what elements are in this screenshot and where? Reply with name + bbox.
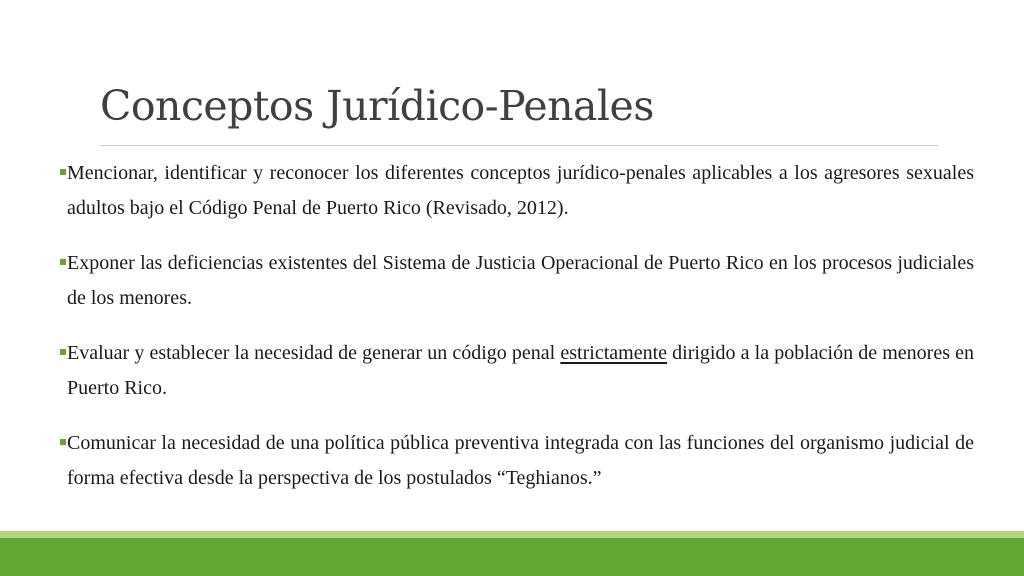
square-bullet-icon — [60, 259, 66, 265]
bullet-item — [60, 246, 974, 316]
bullet-text-after: dirigido a la población de menores en Puerto Rico. — [67, 342, 975, 399]
bullet-item — [60, 156, 974, 226]
square-bullet-icon — [60, 169, 66, 175]
title-divider — [100, 145, 938, 146]
bullet-item — [60, 336, 974, 406]
slide-title: Conceptos Jurídico-Penales — [100, 82, 654, 130]
underlined-word: estrictamente — [560, 342, 668, 364]
bullet-text: Exponer las deficiencias existentes del Sistema de Justicia Operacional de Puerto Rico en los procesos judiciales de los menores. — [67, 252, 974, 309]
bullet-list — [60, 156, 974, 516]
square-bullet-icon — [60, 439, 66, 445]
footer-accent-bar — [0, 538, 1024, 576]
bullet-item — [60, 426, 974, 496]
bullet-text: Mencionar, identificar y reconocer los diferentes conceptos jurídico-penales aplicables a los agresores sexuales adultos bajo el Código Penal de Puerto Rico (Revisado, 2012). — [67, 162, 974, 219]
bullet-text: Comunicar la necesidad de una política pública preventiva integrada con las funciones del organismo judicial de forma efectiva desde la perspectiva de los postulados “Teghianos.” — [67, 432, 974, 489]
square-bullet-icon — [60, 349, 66, 355]
footer-accent-light — [0, 531, 1024, 538]
bullet-text-before: Evaluar y establecer la necesidad de generar un código penal — [67, 342, 561, 364]
